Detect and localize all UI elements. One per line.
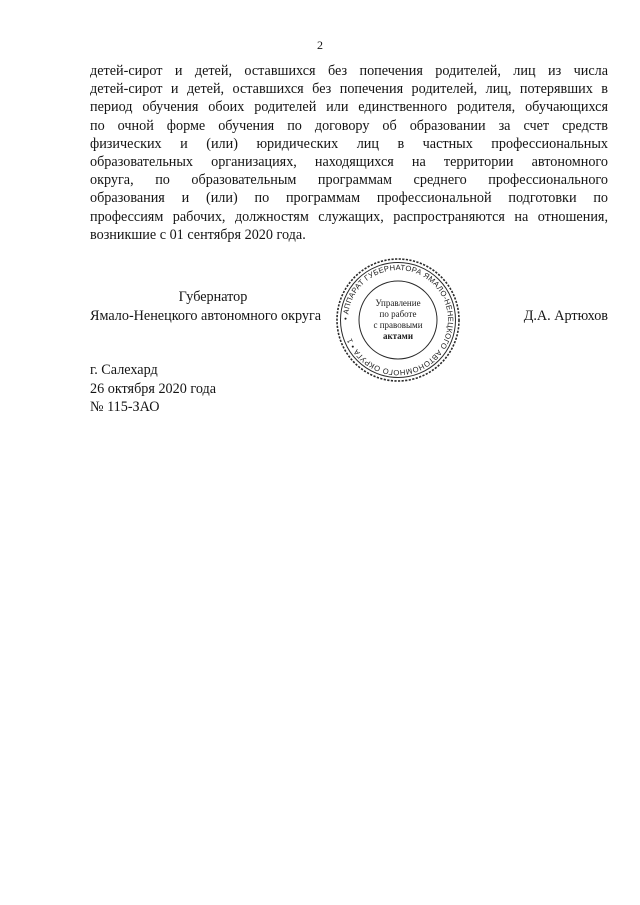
body-line: детей-сирот и детей, оставшихся без попечения родителей, лиц, потерявших в	[90, 81, 608, 98]
stamp-center-line: с правовыми	[373, 320, 423, 330]
body-line: округа, по образовательным программам среднего профессионального	[90, 172, 608, 189]
body-line: профессиям рабочих, должностям служащих, распространяются на отношения,	[90, 208, 608, 225]
page-number: 2	[317, 38, 323, 52]
body-line: физических и (или) юридических лиц в частных профессиональных	[90, 135, 608, 152]
stamp-center-line: Управление	[375, 298, 421, 308]
body-line: возникшие с 01 сентября 2020 года.	[90, 226, 306, 243]
body-line: образовательных организациях, находящихся на территории автономного	[90, 154, 608, 171]
stamp-ring-text: • АППАРАТ ГУБЕРНАТОРА ЯМАЛО-НЕНЕЦКОГО АВТОНОМНОГО ОКРУГА • 1	[340, 262, 456, 378]
body-line: по очной форме обучения по договору об образовании за счет средств	[90, 117, 608, 134]
signatory-name: Д.А. Артюхов	[523, 307, 608, 324]
body-text	[90, 62, 608, 244]
body-line: детей-сирот и детей, оставшихся без попечения родителей, лиц из числа	[90, 63, 608, 79]
official-stamp	[335, 257, 461, 383]
city: г. Салехард	[90, 362, 158, 378]
law-number: № 115-ЗАО	[90, 399, 160, 415]
signatory-position: Губернатор	[178, 289, 248, 305]
signatory-region: Ямало-Ненецкого автономного округа	[90, 307, 322, 324]
place-date-block	[90, 361, 216, 417]
stamp-center-line: по работе	[379, 309, 417, 319]
law-date: 26 октября 2020 года	[90, 380, 217, 397]
stamp-center-line: актами	[382, 331, 414, 341]
body-line: образования и (или) по программам профессиональной подготовки по	[90, 190, 608, 207]
signatory-title	[90, 288, 336, 325]
body-line: период обучения обоих родителей или единственного родителя, обучающихся	[90, 99, 608, 116]
